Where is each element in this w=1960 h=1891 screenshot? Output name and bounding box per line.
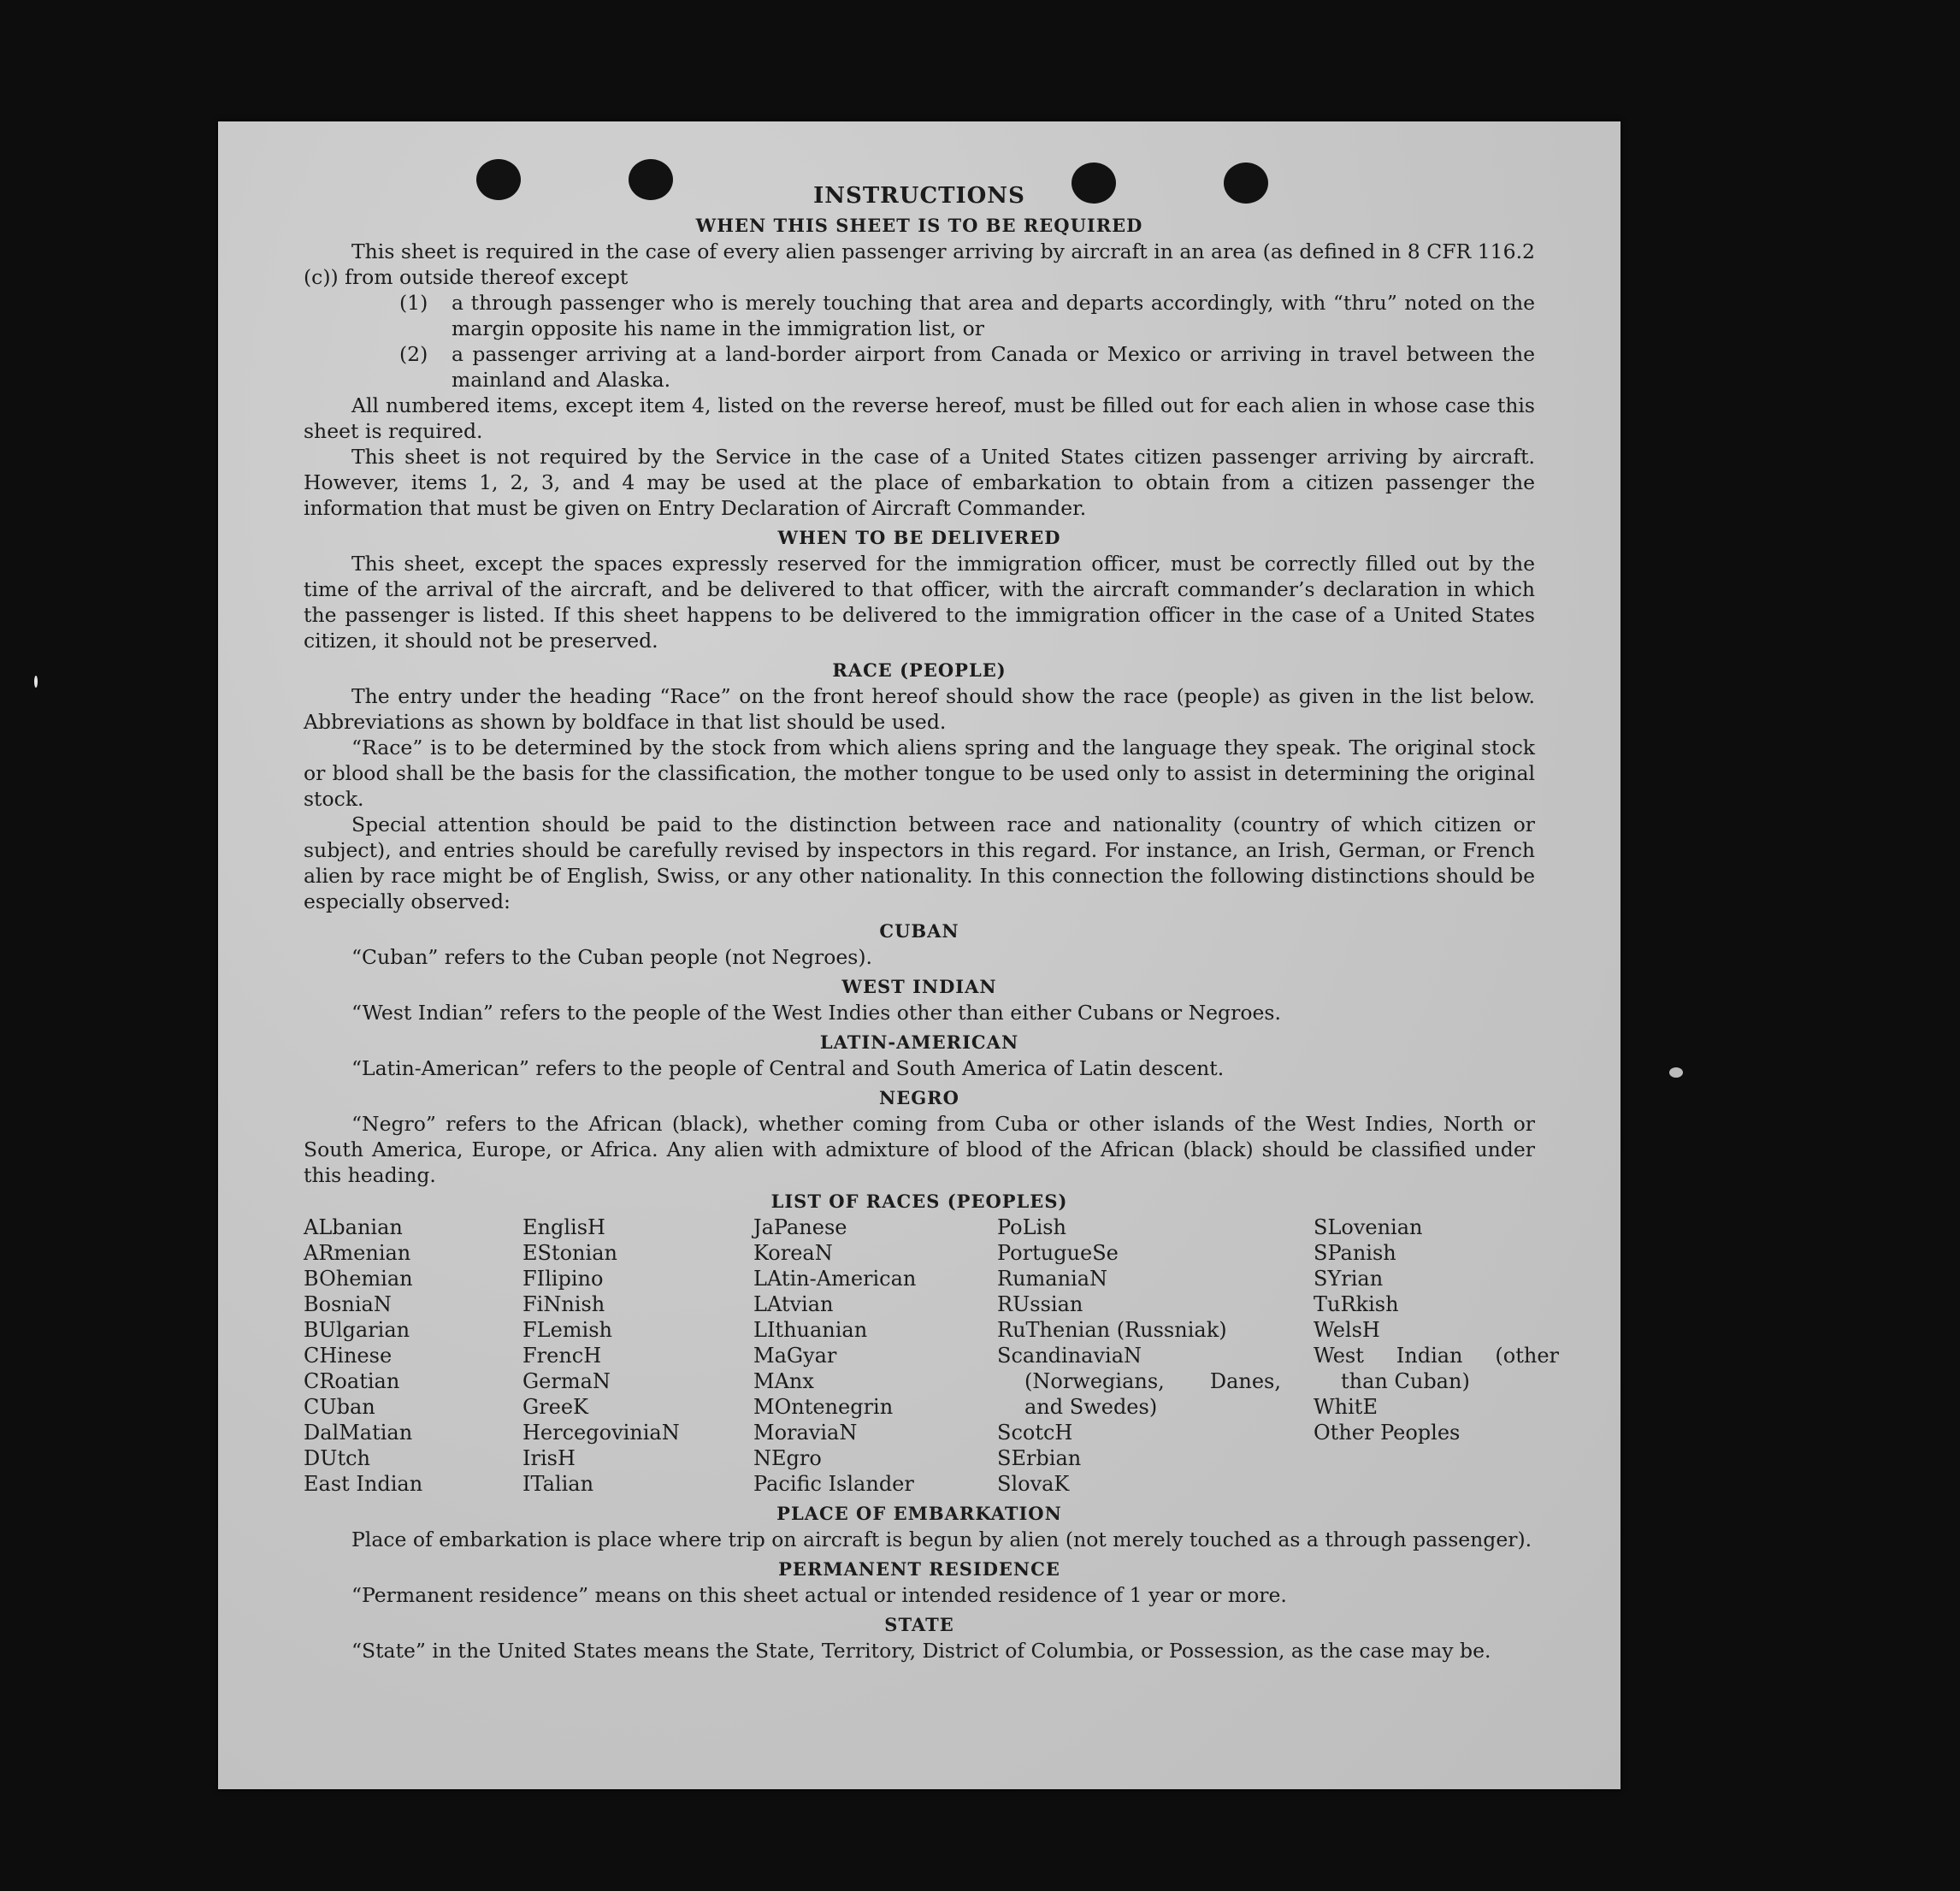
race-item: ScandinaviaN (Norwegians, Danes, and Swedes) — [997, 1344, 1281, 1419]
race-item: MOntenegrin — [753, 1395, 894, 1419]
race-item: CHinese — [304, 1344, 393, 1368]
race-item: RUssian — [997, 1292, 1083, 1316]
race-item: CRoatian — [304, 1369, 400, 1393]
dust-speck — [34, 676, 38, 688]
race-item: MaGyar — [753, 1344, 837, 1368]
race-item: JaPanese — [753, 1215, 847, 1239]
race-item: DalMatian — [304, 1421, 413, 1445]
paragraph: “Race” is to be determined by the stock from which aliens spring and the language they speak. The original stock or blood shall be the basis for the classification, the mother tongue to be used only to assist in determining the original stock. — [304, 736, 1535, 811]
race-item: FiNnish — [522, 1292, 605, 1316]
paragraph: “State” in the United States means the State, Territory, District of Columbia, or Possession, as the case may be. — [351, 1639, 1491, 1663]
race-item: DUtch — [304, 1446, 371, 1470]
race-item: KoreaN — [753, 1241, 833, 1265]
race-item: LIthuanian — [753, 1318, 868, 1342]
race-item: PortugueSe — [997, 1241, 1119, 1265]
paragraph: Special attention should be paid to the distinction between race and nationality (country of which citizen or subject), and entries should be carefully revised by inspectors in this regard. For instance, an Irish, German, or French alien by race might be of English, Swiss, or any other nationality. In this connection the following distinctions should be especially observed: — [304, 813, 1535, 913]
section-heading-embarkation: PLACE OF EMBARKATION — [776, 1503, 1062, 1524]
race-item: FrencH — [522, 1344, 602, 1368]
race-item: ITalian — [522, 1472, 594, 1496]
race-item: SPanish — [1314, 1241, 1396, 1265]
races-column — [997, 1214, 1314, 1497]
race-item: ALbanian — [304, 1215, 403, 1239]
section-heading-negro: NEGRO — [879, 1087, 959, 1108]
item-text: a passenger arriving at a land-border airport from Canada or Mexico or arriving in travel between the mainland and Alaska. — [452, 342, 1535, 392]
section-heading-cuban: CUBAN — [879, 920, 959, 942]
races-column — [753, 1214, 997, 1497]
race-item: RuThenian (Russniak) — [997, 1318, 1227, 1342]
item-number: (2) — [399, 342, 428, 366]
section-heading-race: RACE (PEOPLE) — [832, 659, 1007, 681]
race-item: PoLish — [997, 1215, 1067, 1239]
paragraph: This sheet is not required by the Service in the case of a United States citizen passenger arriving by aircraft. However, items 1, 2, 3, and 4 may be used at the place of embarkation to obtain from a citizen passenger the information that must be given on Entry Declaration of Aircraft Commander. — [304, 445, 1535, 520]
race-item: West Indian (other than Cuban) — [1314, 1344, 1559, 1393]
list-item — [304, 290, 1535, 341]
race-item: BUlgarian — [304, 1318, 410, 1342]
race-item: SErbian — [997, 1446, 1082, 1470]
instructions-content — [304, 183, 1559, 1663]
race-item: East Indian — [304, 1472, 423, 1496]
item-text: a through passenger who is merely touching that area and departs accordingly, with “thru” noted on the margin opposite his name in the immigration list, or — [452, 291, 1535, 340]
paragraph: “West Indian” refers to the people of the West Indies other than either Cubans or Negroes. — [351, 1001, 1281, 1025]
section-heading-delivered: WHEN TO BE DELIVERED — [777, 527, 1061, 548]
race-item: SLovenian — [1314, 1215, 1423, 1239]
race-item: NEgro — [753, 1446, 822, 1470]
race-item: ARmenian — [304, 1241, 411, 1265]
dust-speck — [1669, 1067, 1683, 1078]
item-number: (1) — [399, 291, 428, 315]
paragraph: “Permanent residence” means on this sheet actual or intended residence of 1 year or more. — [351, 1583, 1287, 1607]
section-heading-list-of-races: LIST OF RACES (PEOPLES) — [770, 1191, 1068, 1212]
race-item: Other Peoples — [1314, 1421, 1461, 1445]
section-heading-residence: PERMANENT RESIDENCE — [778, 1558, 1060, 1580]
races-column — [522, 1214, 753, 1497]
section-heading-west-indian: WEST INDIAN — [841, 976, 997, 997]
race-item: FLemish — [522, 1318, 612, 1342]
section-heading-state: STATE — [884, 1614, 954, 1635]
race-item: MAnx — [753, 1369, 814, 1393]
paragraph: The entry under the heading “Race” on the front hereof should show the race (people) as given in the list below. Abbreviations as shown by boldface in that list should be used. — [304, 684, 1535, 734]
race-item: WhitE — [1314, 1395, 1378, 1419]
race-item: BosniaN — [304, 1292, 392, 1316]
race-item: GermaN — [522, 1369, 611, 1393]
races-column — [1314, 1214, 1559, 1497]
section-heading-required: WHEN THIS SHEET IS TO BE REQUIRED — [695, 215, 1143, 236]
race-item: LAtin-American — [753, 1267, 917, 1291]
race-item: TuRkish — [1314, 1292, 1399, 1316]
paragraph: “Latin-American” refers to the people of Central and South America of Latin descent. — [351, 1056, 1225, 1080]
race-item: WelsH — [1314, 1318, 1380, 1342]
races-column — [304, 1214, 522, 1497]
race-item: RumaniaN — [997, 1267, 1108, 1291]
paragraph: Place of embarkation is place where trip on aircraft is begun by alien (not merely touched as a through passenger). — [351, 1528, 1532, 1551]
race-item: Pacific Islander — [753, 1472, 914, 1496]
race-item: IrisH — [522, 1446, 576, 1470]
race-item: CUban — [304, 1395, 375, 1419]
paragraph: All numbered items, except item 4, listed on the reverse hereof, must be filled out for each alien in whose case this sheet is required. — [304, 393, 1535, 443]
race-item: SlovaK — [997, 1472, 1070, 1496]
race-item: GreeK — [522, 1395, 588, 1419]
race-item: BOhemian — [304, 1267, 413, 1291]
race-item: HercegoviniaN — [522, 1421, 680, 1445]
race-item: EStonian — [522, 1241, 617, 1265]
paragraph: This sheet, except the spaces expressly reserved for the immigration officer, must be correctly filled out by the time of the arrival of the aircraft, and be delivered to that officer, with the aircraft commander’s declaration in which the passenger is listed. If this sheet happens to be delivered to the immigration officer in the case of a United States citizen, it should not be preserved. — [304, 552, 1535, 653]
paragraph: This sheet is required in the case of every alien passenger arriving by aircraft in an area (as defined in 8 CFR 116.2 (c)) from outside thereof except — [304, 239, 1535, 289]
paragraph: “Negro” refers to the African (black), whether coming from Cuba or other islands of the West Indies, North or South America, Europe, or Africa. Any alien with admixture of blood of the African (black) should be classified under this heading. — [304, 1112, 1535, 1187]
paragraph: “Cuban” refers to the Cuban people (not Negroes). — [351, 945, 873, 969]
races-list — [304, 1214, 1559, 1497]
race-item: EnglisH — [522, 1215, 605, 1239]
race-item: FIlipino — [522, 1267, 604, 1291]
race-item: SYrian — [1314, 1267, 1384, 1291]
section-heading-latin-american: LATIN-AMERICAN — [819, 1031, 1019, 1053]
list-item — [304, 341, 1535, 393]
race-item: MoraviaN — [753, 1421, 858, 1445]
race-item: LAtvian — [753, 1292, 834, 1316]
race-item: ScotcH — [997, 1421, 1073, 1445]
document-sheet — [218, 121, 1621, 1789]
page-title: INSTRUCTIONS — [813, 183, 1025, 209]
